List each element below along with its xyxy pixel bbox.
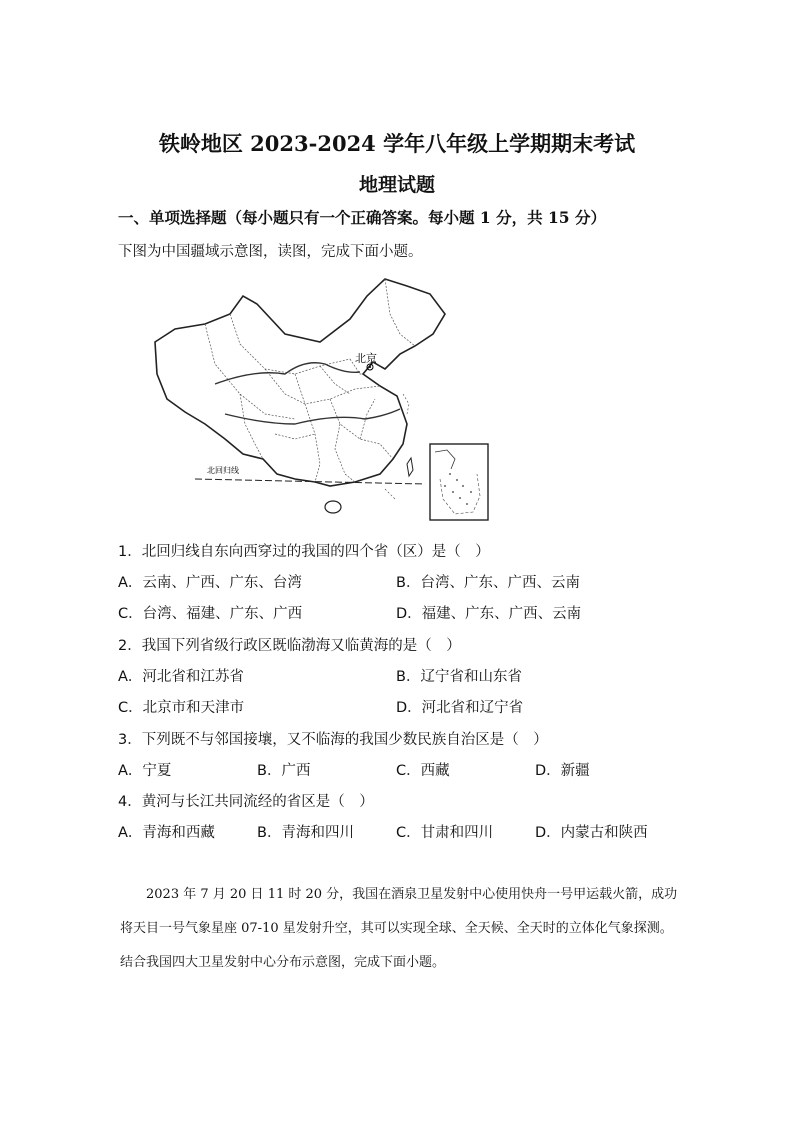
china-map-figure	[145, 274, 505, 524]
question-1-option-b[interactable]: B．台湾、广东、广西、云南	[396, 575, 580, 591]
question-1-stem: 1．北回归线自东向西穿过的我国的四个省（区）是（ ）	[118, 544, 490, 560]
yangtze-river	[225, 409, 400, 424]
question-4-option-b[interactable]: B．青海和四川	[257, 825, 354, 841]
question-3-stem: 3．下列既不与邻国接壤，又不临海的我国少数民族自治区是（ ）	[118, 732, 548, 748]
passage-text: 2023 年 7 月 20 日 11 时 20 分，我国在酒泉卫星发射中心使用快舟一号甲运载火箭，成功将天目一号气象星座 07-10 星发射升空，其可以实现全球、全天候、全天时的立体化气象探测。结合我国四大卫星发射中心分布示意图，完成下面小题。	[120, 887, 678, 970]
question-3-option-a[interactable]: A．宁夏	[118, 763, 172, 779]
question-4-option-c[interactable]: C．甘肃和四川	[396, 825, 494, 841]
section-heading: 一、单项选择题（每小题只有一个正确答案。每小题 1 分，共 15 分）	[118, 208, 606, 227]
question-1-option-d[interactable]: D．福建、广东、广西、云南	[396, 606, 582, 622]
question-3-option-d[interactable]: D．新疆	[535, 763, 590, 779]
question-2-stem: 2．我国下列省级行政区既临渤海又临黄海的是（ ）	[118, 638, 461, 654]
tropic-line	[195, 479, 425, 484]
question-4-option-d[interactable]: D．内蒙古和陕西	[535, 825, 648, 841]
question-2-option-d[interactable]: D．河北省和辽宁省	[396, 700, 524, 716]
china-map-icon	[145, 274, 505, 524]
hainan	[325, 501, 341, 513]
question-3-option-c[interactable]: C．西藏	[396, 763, 450, 779]
question-3-option-b[interactable]: B．广西	[257, 763, 311, 779]
question-4-stem: 4．黄河与长江共同流经的省区是（ ）	[118, 794, 374, 810]
tropic-label: 北回归线	[207, 466, 239, 475]
question-4-option-a[interactable]: A．青海和西藏	[118, 825, 215, 841]
question-1-option-c[interactable]: C．台湾、福建、广东、广西	[118, 606, 303, 622]
yellow-river	[215, 363, 360, 384]
question-2-option-a[interactable]: A．河北省和江苏省	[118, 669, 244, 685]
section-intro: 下图为中国疆域示意图，读图，完成下面小题。	[118, 244, 423, 260]
page-title: 铁岭地区 2023-2024 学年八年级上学期期末考试	[158, 131, 636, 156]
question-2-option-b[interactable]: B．辽宁省和山东省	[396, 669, 522, 685]
question-1-option-a[interactable]: A．云南、广西、广东、台湾	[118, 575, 302, 591]
taiwan	[407, 458, 413, 476]
china-outline	[155, 279, 445, 486]
page-subtitle: 地理试题	[358, 174, 435, 196]
beijing-label: 北京	[355, 352, 377, 365]
south-china-sea-inset	[430, 444, 488, 520]
question-2-option-c[interactable]: C．北京市和天津市	[118, 700, 245, 716]
